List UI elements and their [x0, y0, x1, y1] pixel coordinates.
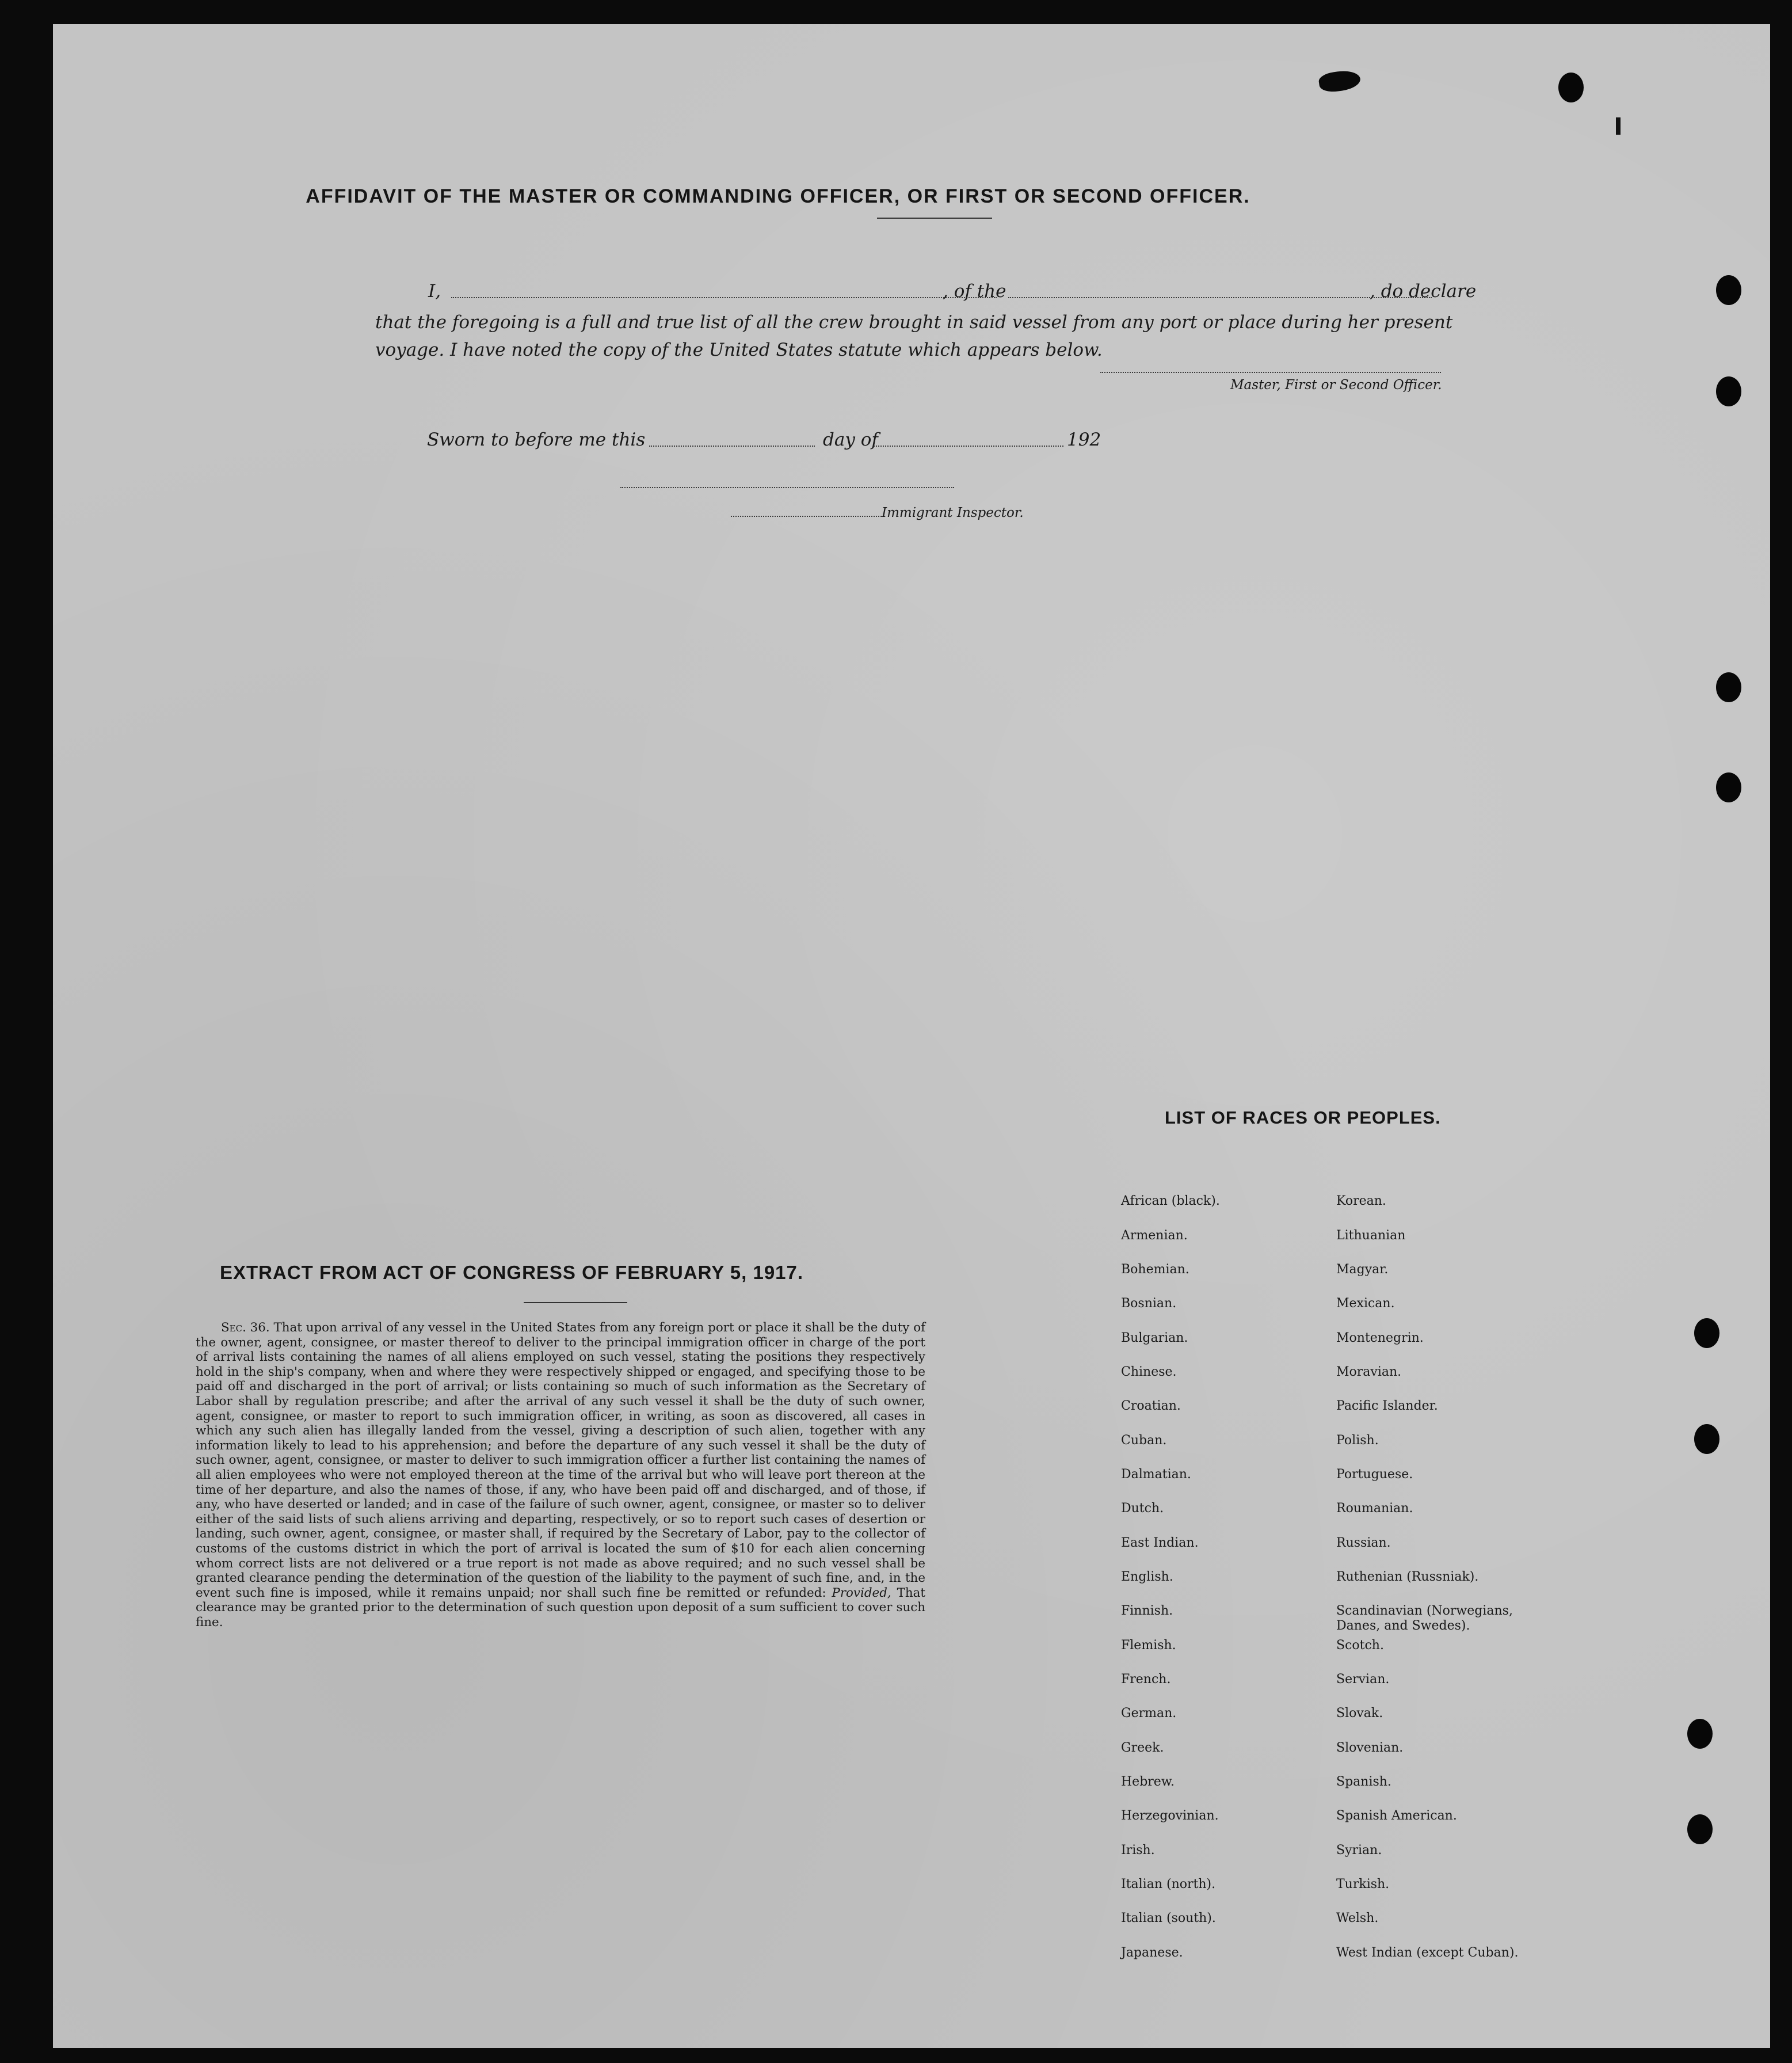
- race-item: Bulgarian.: [1121, 1331, 1188, 1345]
- proviso-word: Provided,: [832, 1585, 891, 1600]
- affidavit-i: I,: [428, 281, 441, 302]
- punch-hole: [1687, 1719, 1713, 1749]
- affidavit-of-the: , of the: [943, 281, 1006, 302]
- race-item: Flemish.: [1121, 1638, 1176, 1653]
- document-page: [53, 24, 1770, 2048]
- race-item: Japanese.: [1121, 1946, 1183, 1960]
- race-item: French.: [1121, 1672, 1171, 1687]
- extract-title: EXTRACT FROM ACT OF CONGRESS OF FEBRUARY 5, 1917.: [220, 1262, 804, 1283]
- race-item: Syrian.: [1336, 1843, 1382, 1858]
- race-item: Dalmatian.: [1121, 1467, 1191, 1482]
- ink-blot: [1318, 68, 1362, 94]
- race-item: Portuguese.: [1336, 1467, 1413, 1482]
- race-item: Scotch.: [1336, 1638, 1384, 1653]
- extract-text-end: That clearance may be granted prior to the determination of such question upon deposit of a sum sufficient to cover such fine.: [196, 1585, 925, 1630]
- punch-hole: [1694, 1318, 1719, 1348]
- extract-rule: [524, 1302, 627, 1303]
- race-item: Roumanian.: [1336, 1501, 1413, 1516]
- race-item: Cuban.: [1121, 1433, 1167, 1448]
- section-label: Sec. 36.: [221, 1320, 270, 1335]
- race-item: West Indian (except Cuban).: [1336, 1946, 1519, 1960]
- race-item: Dutch.: [1121, 1501, 1164, 1516]
- race-item: English.: [1121, 1570, 1173, 1584]
- race-item: Korean.: [1336, 1194, 1386, 1208]
- race-item: Magyar.: [1336, 1262, 1389, 1277]
- race-item: Bosnian.: [1121, 1296, 1177, 1311]
- affidavit-declare: , do declare: [1370, 281, 1477, 302]
- inspector-label: Immigrant Inspector.: [882, 505, 1024, 520]
- race-item: Scandinavian (Norwegians, Danes, and Swedes).: [1336, 1604, 1513, 1633]
- affidavit-statement: that the foregoing is a full and true list of all the crew brought in said vessel from any port or place during her present: [375, 312, 1453, 333]
- race-item: Slovenian.: [1336, 1741, 1404, 1755]
- race-item: Armenian.: [1121, 1228, 1188, 1243]
- sworn-label: Sworn to before me this: [427, 429, 646, 450]
- race-item: Russian.: [1336, 1536, 1391, 1550]
- race-item: Servian.: [1336, 1672, 1390, 1687]
- race-item: Spanish.: [1336, 1775, 1391, 1789]
- extract-body: [196, 1320, 925, 1630]
- race-item: Herzegovinian.: [1121, 1809, 1219, 1823]
- race-item: Irish.: [1121, 1843, 1155, 1858]
- race-item: Italian (south).: [1121, 1911, 1216, 1925]
- extract-text: That upon arrival of any vessel in the United States from any foreign port or place it shall be the duty of the owner, agent, consignee, or master thereof to deliver to the principal immigration officer in charge of the port of arrival lists containing the names of all aliens employed on such vessel, stating the positions they respectively hold in the ship's company, when and where they were respectively shipped or engaged, and specifying those to be paid off and discharged in the port of arrival; or lists containing so much of such information as the Secretary of Labor shall by regulation prescribe; and after the arrival of any such vessel it shall be the duty of such owner, agent, consignee, or master to report to such immigration officer, in writing, as soon as discovered, all cases in which any such alien has illegally landed from the vessel, giving a description of such alien, together with any information likely to lead to his apprehension; and before the departure of any such vessel it shall be the duty of such owner, agent, consignee, or master to deliver to such immigration officer a further list containing the names of all alien employees who were not employed thereon at the time of the arrival but who will leave port thereon at the time of her departure, and also the names of those, if any, who have been paid off and discharged, and of those, if any, who have deserted or landed; and in case of the failure of such owner, agent, consignee, or master so to deliver either of the said lists of such aliens arriving and departing, respectively, or so to report such cases of desertion or landing, such owner, agent, consignee, or master shall, if required by the Secretary of Labor, pay to the collector of customs of the customs district in which the port of arrival is located the sum of $10 for each alien concerning whom correct lists are not delivered or a true report is not made as above required; and no such vessel shall be granted clearance pending the determination of the question of the liability to the payment of such fine, and, in the event such fine is imposed, while it remains unpaid; nor shall such fine be remitted or refunded:: [196, 1320, 925, 1600]
- title-rule: [877, 218, 992, 219]
- race-item: Italian (north).: [1121, 1877, 1216, 1891]
- race-item: Croatian.: [1121, 1399, 1181, 1413]
- punch-hole: [1716, 772, 1741, 802]
- race-item: Mexican.: [1336, 1296, 1395, 1311]
- punch-hole: [1558, 73, 1584, 102]
- month-blank: [874, 446, 1063, 447]
- day-of-label: day of: [823, 429, 878, 450]
- punch-hole: [1716, 672, 1741, 702]
- name-blank: [451, 297, 997, 298]
- race-item: Montenegrin.: [1336, 1331, 1424, 1345]
- race-item: German.: [1121, 1706, 1177, 1721]
- punch-hole: [1687, 1814, 1713, 1844]
- year-label: 192: [1067, 429, 1101, 450]
- master-signature-line: [1100, 372, 1441, 373]
- race-item: Chinese.: [1121, 1365, 1177, 1379]
- race-item: Lithuanian: [1336, 1228, 1406, 1243]
- punch-hole: [1694, 1424, 1719, 1454]
- races-title: LIST OF RACES OR PEOPLES.: [1165, 1107, 1441, 1128]
- race-item: Welsh.: [1336, 1911, 1379, 1925]
- ink-mark: [1616, 117, 1621, 135]
- race-item: Hebrew.: [1121, 1775, 1175, 1789]
- master-label: Master, First or Second Officer.: [1230, 378, 1442, 393]
- race-item: Moravian.: [1336, 1365, 1402, 1379]
- race-item: Slovak.: [1336, 1706, 1383, 1721]
- race-item: Ruthenian (Russniak).: [1336, 1570, 1479, 1584]
- affidavit-title: AFFIDAVIT OF THE MASTER OR COMMANDING OFFICER, OR FIRST OR SECOND OFFICER.: [306, 185, 1250, 207]
- vessel-blank: [1008, 297, 1432, 298]
- race-item: Bohemian.: [1121, 1262, 1189, 1277]
- race-item: Polish.: [1336, 1433, 1379, 1448]
- race-item: African (black).: [1121, 1194, 1220, 1208]
- inspector-dotted-lead: [731, 516, 882, 517]
- race-item: Pacific Islander.: [1336, 1399, 1438, 1413]
- race-item: Finnish.: [1121, 1604, 1173, 1618]
- race-item: Turkish.: [1336, 1877, 1390, 1891]
- race-item: East Indian.: [1121, 1536, 1199, 1550]
- affidavit-statement-2: voyage. I have noted the copy of the United States statute which appears below.: [375, 340, 1103, 360]
- inspector-signature-line: [620, 487, 954, 488]
- day-blank: [649, 446, 815, 447]
- race-item: Greek.: [1121, 1741, 1164, 1755]
- race-item: Spanish American.: [1336, 1809, 1457, 1823]
- punch-hole: [1716, 275, 1741, 305]
- punch-hole: [1716, 376, 1741, 406]
